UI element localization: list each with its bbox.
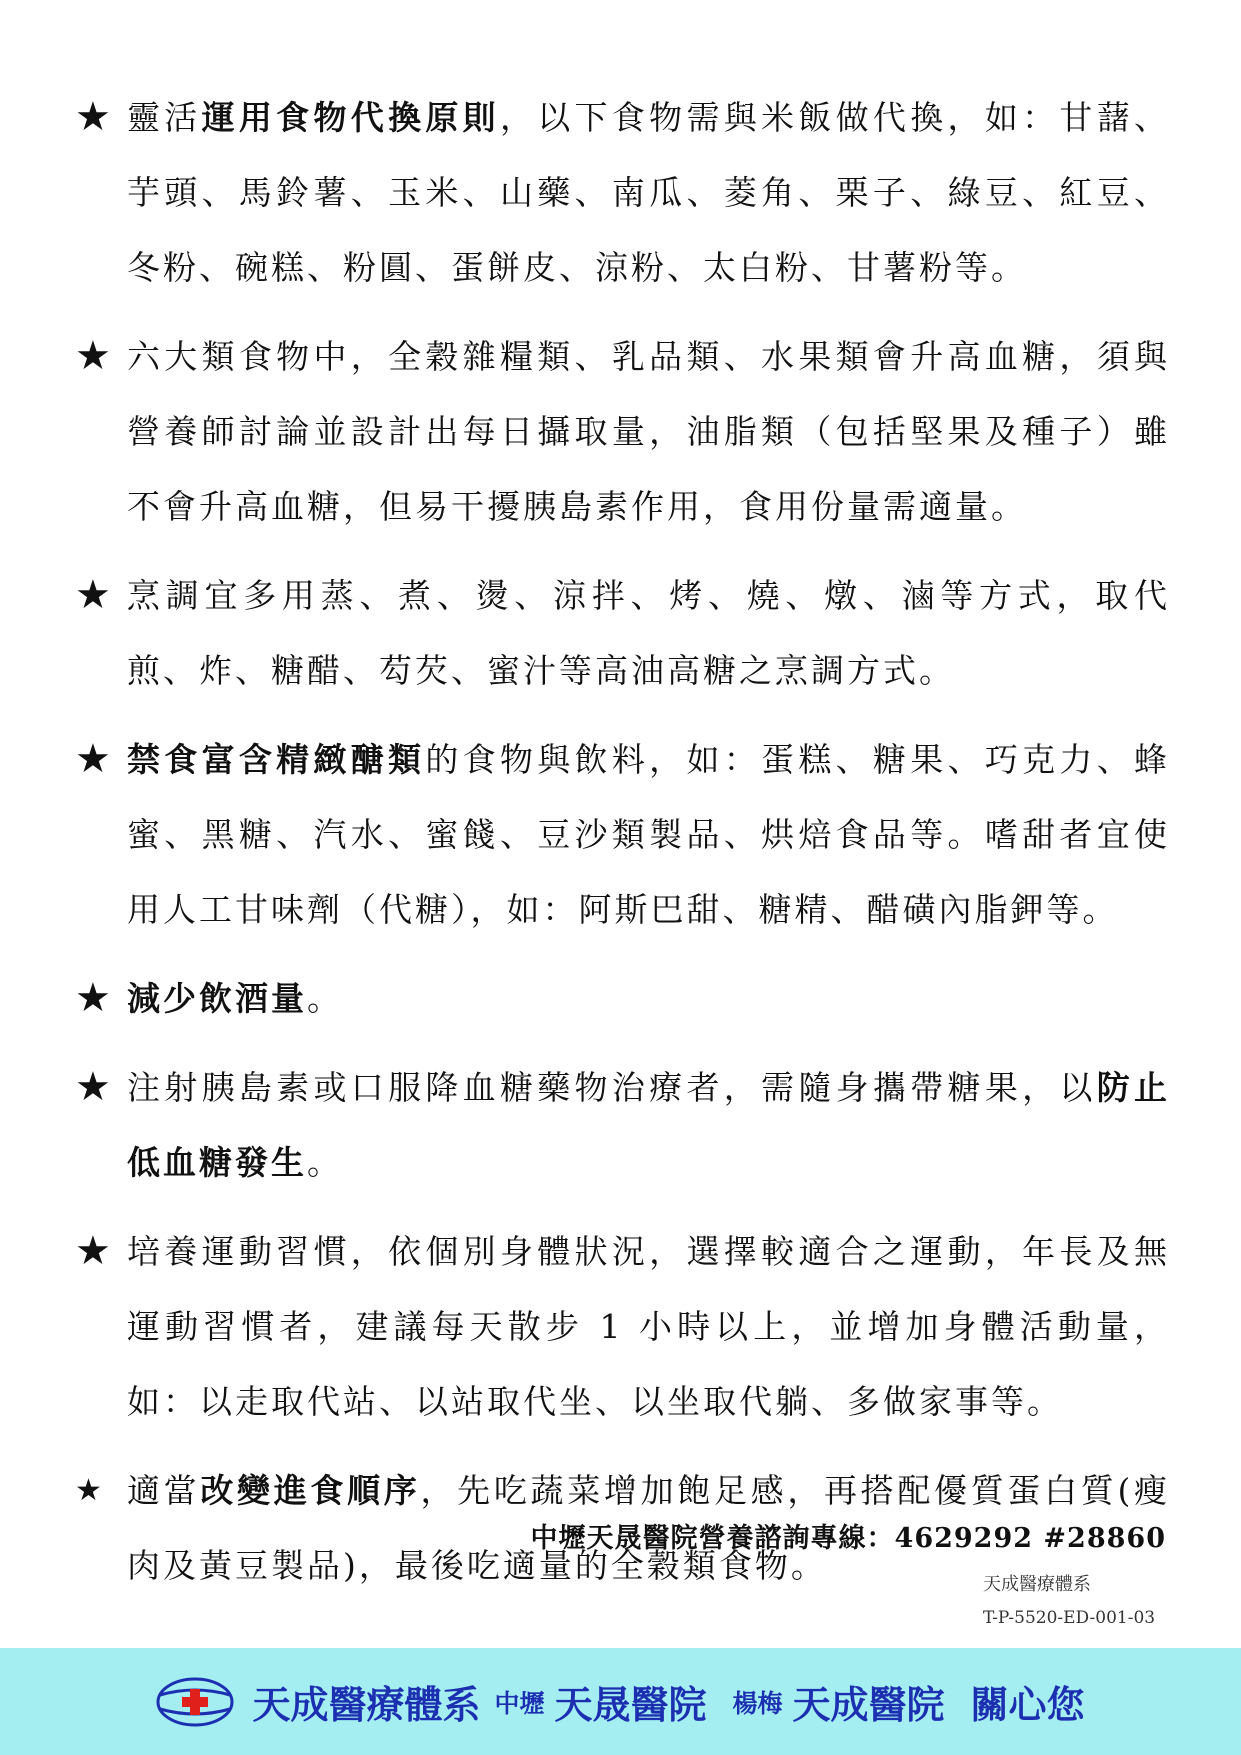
banner-tagline: 關心您 — [970, 1683, 1085, 1727]
guideline-text — [127, 319, 1170, 544]
footer-banner — [0, 1648, 1241, 1755]
text-segment: 。 — [307, 979, 343, 1018]
guideline-list — [75, 80, 1170, 1617]
banner-location-zhongli: 中壢 — [494, 1688, 545, 1718]
star-bullet-icon: ★ — [75, 572, 111, 618]
text-segment: 靈活 — [127, 98, 202, 137]
banner-hospital-tiansheng: 天晟醫院 — [554, 1683, 707, 1727]
guideline-item — [75, 1214, 1170, 1439]
nutrition-hotline: 中壢天晟醫院營養諮詢專線：4629292 #28860 — [530, 1523, 1166, 1554]
emphasis-text: 改變進食順序 — [200, 1471, 421, 1510]
guideline-item — [75, 1050, 1170, 1200]
guideline-text — [127, 722, 1170, 947]
emphasis-text: 減少飲酒量 — [127, 979, 307, 1018]
guideline-item — [75, 961, 1170, 1036]
text-segment: 培養運動習慣，依個別身體狀況，選擇較適合之運動，年長及無運動習慣者，建議每天散步 1 小時以上，並增加身體活動量，如：以走取代站、以站取代坐、以坐取代躺、多做家事等。 — [127, 1232, 1170, 1421]
banner-system-name: 天成醫療體系 — [252, 1683, 481, 1727]
text-segment: 烹調宜多用蒸、煮、燙、涼拌、烤、燒、燉、滷等方式，取代煎、炸、糖醋、芶芡、蜜汁等高油高糖之烹調方式。 — [127, 576, 1170, 690]
star-bullet-icon: ★ — [75, 333, 111, 379]
star-bullet-icon: ★ — [75, 1228, 111, 1274]
text-segment: ，以下食物需與米飯做代換，如：甘藷、芋頭、馬鈴薯、玉米、山藥、南瓜、菱角、栗子、綠豆、紅豆、冬粉、碗糕、粉圓、蛋餅皮、涼粉、太白粉、甘薯粉等。 — [127, 98, 1171, 287]
guideline-item — [75, 558, 1170, 708]
star-bullet-icon: ★ — [75, 1064, 111, 1110]
banner-location-yangmei: 楊梅 — [732, 1688, 783, 1718]
guideline-text — [127, 558, 1170, 708]
banner-hospital-tiancheng: 天成醫院 — [792, 1683, 945, 1727]
guideline-text — [127, 1050, 1170, 1200]
star-bullet-icon: ★ — [75, 94, 111, 140]
text-segment: 。 — [307, 1143, 343, 1182]
hospital-cross-logo-icon — [156, 1677, 234, 1727]
organization-name: 天成醫療體系 — [983, 1574, 1091, 1595]
guideline-text — [127, 961, 1170, 1036]
emphasis-text: 禁食富含精緻醣類 — [127, 740, 426, 779]
emphasis-text: 防止低血糖發生 — [127, 1068, 1171, 1182]
star-bullet-icon: ★ — [75, 1473, 102, 1508]
guideline-item — [75, 319, 1170, 544]
emphasis-text: 運用食物代換原則 — [201, 98, 500, 137]
star-bullet-icon: ★ — [75, 736, 111, 782]
star-bullet-icon: ★ — [75, 975, 111, 1021]
guideline-text — [127, 1214, 1170, 1439]
text-segment: 注射胰島素或口服降血糖藥物治療者，需隨身攜帶糖果，以 — [127, 1068, 1097, 1107]
text-segment: 的食物與飲料，如：蛋糕、糖果、巧克力、蜂蜜、黑糖、汽水、蜜餞、豆沙類製品、烘焙食品等。嗜甜者宜使用人工甘味劑（代糖），如：阿斯巴甜、糖精、醋磺內脂鉀等。 — [127, 740, 1171, 929]
guideline-item — [75, 722, 1170, 947]
document-code: T-P-5520-ED-001-03 — [983, 1608, 1156, 1628]
text-segment: ，先吃蔬菜增加飽足感，再搭配優質蛋白質(瘦肉及黃豆製品)，最後吃適量的全穀類食物。 — [127, 1471, 1171, 1585]
guideline-item — [75, 80, 1170, 305]
text-segment: 六大類食物中，全穀雜糧類、乳品類、水果類會升高血糖，須與營養師討論並設計出每日攝取量，油脂類（包括堅果及種子）雖不會升高血糖，但易干擾胰島素作用，食用份量需適量。 — [127, 337, 1170, 526]
text-segment: 適當 — [127, 1471, 201, 1510]
guideline-text — [127, 80, 1170, 305]
